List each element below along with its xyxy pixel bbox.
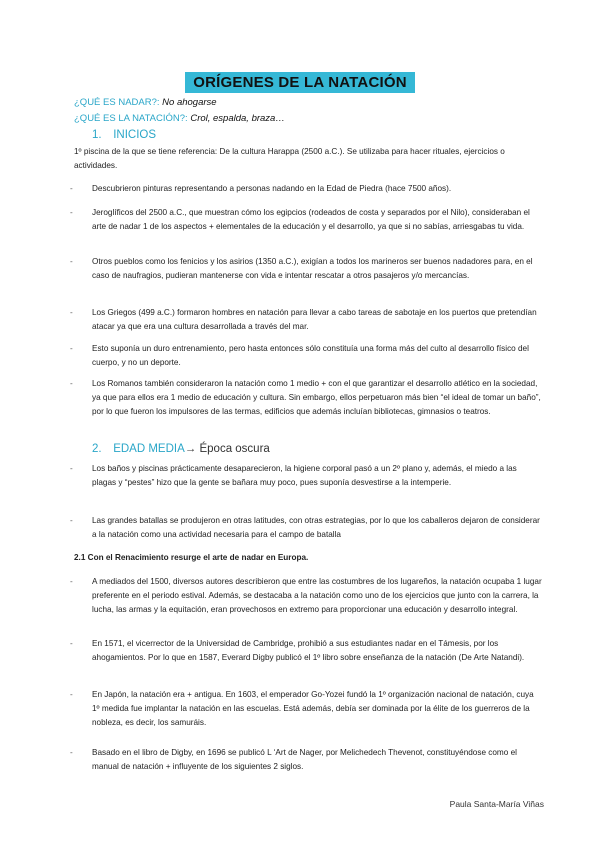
section-heading-inicios: [92, 129, 156, 141]
title-wrap: [0, 72, 600, 93]
bullet-marker: -: [70, 257, 73, 266]
bullet-marker: -: [70, 690, 73, 699]
bullet-marker: -: [70, 516, 73, 525]
bullet-marker: -: [70, 748, 73, 757]
list-item-text: Basado en el libro de Digby, en 1696 se publicó L ‘Art de Nager, por Melichedech Thevenot, constituyéndose como el manual de natación + influyente de los siguientes 2 siglos.: [92, 748, 517, 771]
list-item: [70, 575, 542, 616]
list-item: [70, 637, 542, 665]
question-natacion: [74, 113, 285, 124]
list-item-text: Los Griegos (499 a.C.) formaron hombres en natación para llevar a cabo tareas de sabotaje en los puertos que pretendían atacar ya que era una cultura desarrollada a través del mar.: [92, 308, 537, 331]
list-item-text: En 1571, el vicerrector de la Universidad de Cambridge, prohibió a sus estudiantes nadar en el Támesis, por los ahogamientos. Por lo que en 1587, Everard Digby publicó el 1º libro sobre enseñanza de la natación (De Arte Natandi).: [92, 639, 525, 662]
section-heading-edad-media: [92, 443, 270, 455]
list-item-text: Los Romanos también consideraron la natación como 1 medio + con el que garantizar el desarrollo atlético en la sociedad, ya que para ellos era 1 medio de educación y cultura. Sin embargo, ellos perpetuaron más bien “el ideal de tomar un baño”, por lo que fueron los impulsores de las termas, edificios que además incluían bibliotecas, gimnasios o teatros.: [92, 379, 541, 416]
list-item: [70, 182, 542, 196]
question-answer: No ahogarse: [162, 97, 217, 108]
list-item-text: Jeroglíficos del 2500 a.C., que muestran cómo los egipcios (rodeados de costa y separados por el Nilo), consideraban el arte de nadar 1 de los aspectos + elementales de la educación y el desarrollo, ya que si no sabías, arriesgabas tu vida.: [92, 208, 530, 231]
subsection-heading: 2.1 Con el Renacimiento resurge el arte de nadar en Europa.: [74, 553, 309, 562]
list-item-text: Esto suponía un duro entrenamiento, pero hasta entonces sólo constituía una forma más del culto al desarrollo físico del cuerpo, y no un deporte.: [92, 344, 529, 367]
section-title: INICIOS: [113, 129, 157, 141]
bullet-marker: -: [70, 208, 73, 217]
list-item-text: En Japón, la natación era + antigua. En 1603, el emperador Go-Yozei fundó la 1º organización nacional de natación, cuya 1º medida fue implantar la natación en las escuelas. Está además, debía ser dominada por la élite de los guerreros de la nobleza, es decir, los samuráis.: [92, 690, 534, 727]
bullet-marker: -: [70, 464, 73, 473]
list-item: [70, 306, 542, 334]
list-item: [70, 514, 542, 542]
list-item-text: Otros pueblos como los fenicios y los asirios (1350 a.C.), exigían a todos los marineros ser buenos nadadores para, en el caso de naufragios, pudieran mantenerse con vida e intentar rescatar a otros pasajeros y/o mercancías.: [92, 257, 533, 280]
intro-paragraph: 1º piscina de la que se tiene referencia: De la cultura Harappa (2500 a.C.). Se utilizaba para hacer rituales, ejercicios o actividades.: [74, 147, 505, 170]
list-item: [70, 688, 542, 729]
list-item-text: Los baños y piscinas prácticamente desaparecieron, la higiene corporal pasó a un 2º plano y, además, el miedo a las plagas y “pestes” hizo que la gente se bañara muy poco, pues suponía desvestirse a la intemperie.: [92, 464, 517, 487]
section-title: EDAD MEDIA: [113, 443, 185, 455]
page-title: ORÍGENES DE LA NATACIÓN: [185, 72, 415, 93]
list-item: [70, 746, 542, 774]
bullet-marker: -: [70, 184, 73, 193]
arrow-icon: →: [184, 443, 197, 455]
question-label: ¿QUÉ ES NADAR?:: [74, 97, 160, 108]
bullet-marker: -: [70, 379, 73, 388]
list-item-text: A mediados del 1500, diversos autores describieron que entre las costumbres de los lugareños, la natación ocupaba 1 lugar preferente en el periodo estival. Además, se destacaba a la natación como uno de los ejercicios que junto con la carrera, la lucha, las armas y la equitación, eran provechosos en extremo para proporcionar una educación y desarrollo integral.: [92, 577, 542, 614]
question-label: ¿QUÉ ES LA NATACIÓN?:: [74, 113, 188, 124]
bullet-marker: -: [70, 308, 73, 317]
question-answer: Crol, espalda, braza…: [190, 113, 285, 124]
bullet-marker: -: [70, 344, 73, 353]
list-item: [70, 342, 542, 370]
question-nadar: [74, 97, 217, 108]
list-item: [70, 206, 542, 234]
section-number: 2.: [92, 443, 102, 455]
list-item: [70, 377, 542, 418]
author-footer: Paula Santa-María Viñas: [449, 799, 544, 809]
list-item-text: Descubrieron pinturas representando a personas nadando en la Edad de Piedra (hace 7500 años).: [92, 184, 452, 193]
section-subtitle: Época oscura: [199, 443, 270, 455]
list-item-text: Las grandes batallas se produjeron en otras latitudes, con otras estrategias, por lo que los caballeros dejaron de considerar a la natación como una actividad necesaria para el campo de batalla: [92, 516, 540, 539]
list-item: [70, 255, 542, 283]
section-number: 1.: [92, 129, 102, 141]
bullet-marker: -: [70, 639, 73, 648]
bullet-marker: -: [70, 577, 73, 586]
list-item: [70, 462, 542, 490]
